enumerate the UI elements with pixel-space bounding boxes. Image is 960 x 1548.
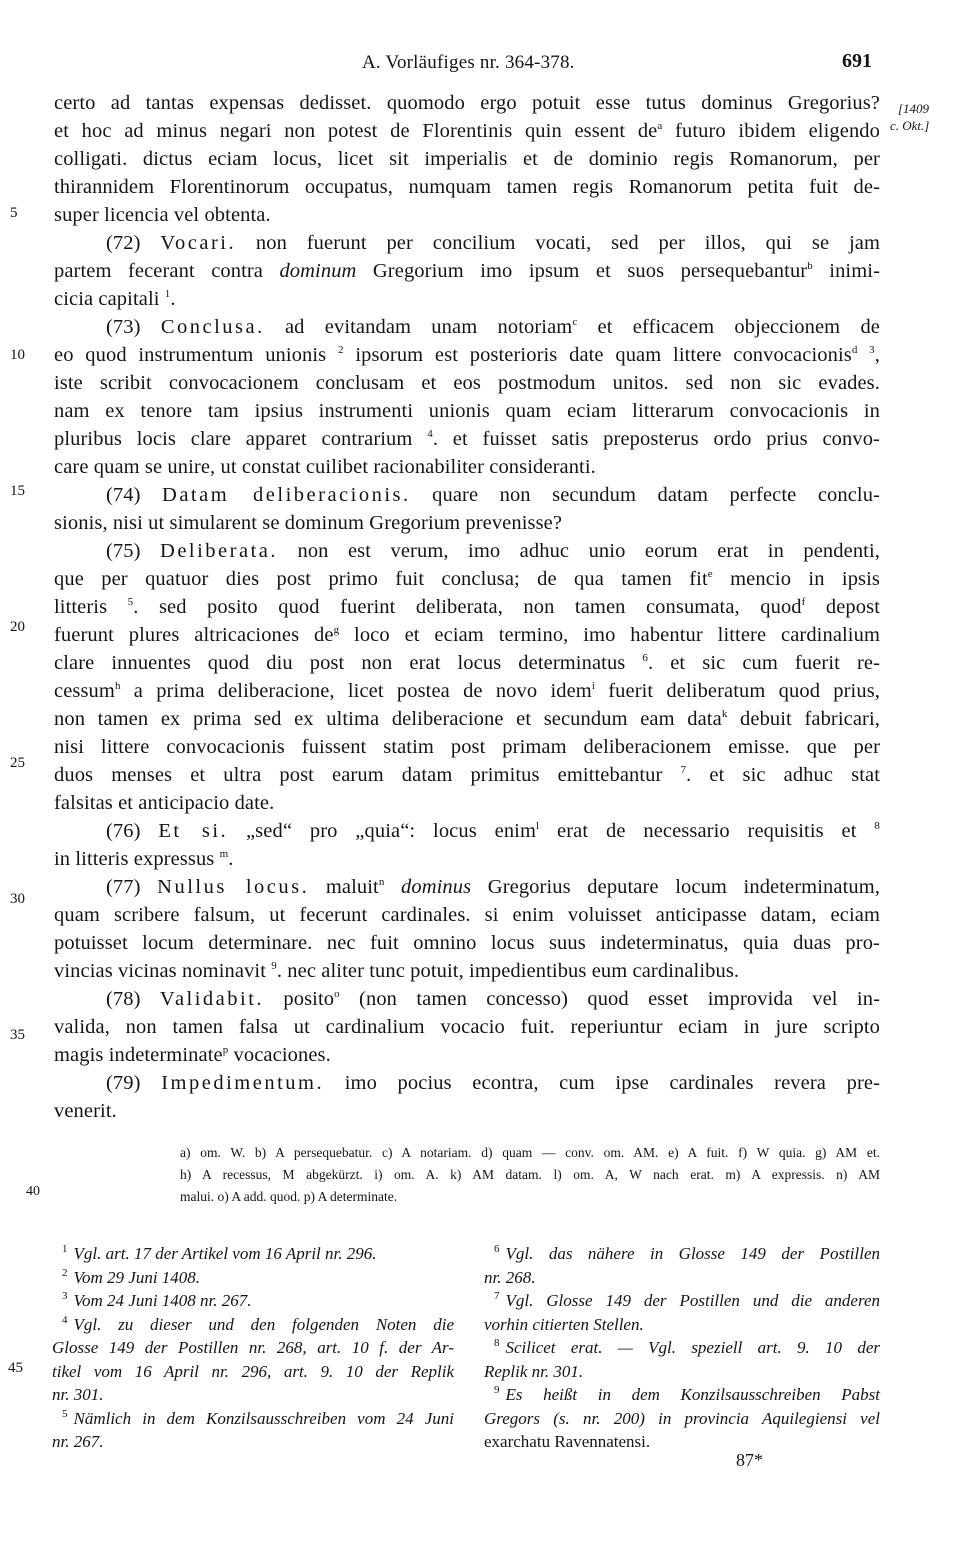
text-line: valida, non tamen falsa ut cardinalium vocacio fuit. reperiuntur eciam in jure scripto bbox=[54, 1016, 880, 1038]
text-line: sionis, nisi ut simularent se dominum Gregorium prevenisse? bbox=[54, 512, 563, 534]
footnote: $^2$ Vom 29 Juni 1408. bbox=[62, 1266, 201, 1287]
apparatus-line: malui. o) A add. quod. p) A determinate. bbox=[180, 1189, 398, 1204]
footnote-continuation: Gregors (s. nr. 200) in provincia Aquilegiensi vel bbox=[484, 1408, 880, 1428]
text-line: (74) Datam deliberacionis. quare non secundum datam perfecte conclu- bbox=[106, 484, 880, 506]
text-line: cessum$^h$ a prima deliberacione, licet postea de novo idem$^i$ fuerit deliberatum quod prius, bbox=[54, 680, 880, 702]
footnote: $^1$ Vgl. art. 17 der Artikel vom 16 April nr. 296. bbox=[62, 1243, 377, 1263]
text-line: litteris $^5$. sed posito quod fuerint deliberata, non tamen consumata, quod$^f$ depost bbox=[54, 596, 880, 618]
text-line: falsitas et anticipacio date. bbox=[54, 792, 275, 814]
lemma: Deliberata. bbox=[160, 540, 279, 562]
text-line: pluribus locis clare apparet contrarium $^4$. et fuisset satis preposterus ordo prius convo- bbox=[54, 428, 880, 450]
line-number: 10 bbox=[10, 347, 25, 363]
footnote-continuation: nr. 267. bbox=[52, 1432, 104, 1451]
footnotes-left-column bbox=[52, 1242, 454, 1454]
text-line: certo ad tantas expensas dedisset. quomodo ergo potuit esse tutus dominus Gregorius? bbox=[54, 92, 880, 114]
text-line: care quam se unire, ut constat cuilibet racionabiliter consideranti. bbox=[54, 456, 596, 478]
text-line: nisi littere convocacionis fuissent statim post primam deliberacionem emisse. que per bbox=[54, 736, 880, 758]
text-line: fuerunt plures altricaciones $de^g$ loco et eciam termino, imo habentur littere cardinalium bbox=[54, 624, 881, 646]
text-line: eo quod instrumentum unionis $^2$ ipsorum est posterioris date quam littere convocacionis$^d$ $^3$, bbox=[54, 344, 880, 366]
text-line: colligati. dictus eciam locus, licet sit imperialis et de dominio regis Romanorum, per bbox=[54, 148, 880, 170]
line-number: 30 bbox=[10, 891, 25, 907]
text-line: venerit. bbox=[54, 1100, 117, 1122]
text-line: et hoc ad minus negari non potest de Florentinis quin essent $de^a$ futuro ibidem eligendo bbox=[54, 120, 880, 142]
footnote-continuation: tikel vom 16 April nr. 296, art. 9. 10 der Replik bbox=[52, 1361, 454, 1381]
text-line: duos menses et ultra post earum datam primitus emittebantur $^7$. et sic adhuc stat bbox=[54, 764, 880, 786]
text-line: clare innuentes quod diu post non erat locus determinatus $^6$. et sic cum fuerit re- bbox=[54, 652, 880, 674]
text-line: magis indeterminate$^p$ vocaciones. bbox=[54, 1044, 331, 1066]
text-line: thirannidem Florentinorum occupatus, numquam tamen regis Romanorum petita fuit de- bbox=[54, 176, 880, 198]
text-line: partem fecerant contra dominum Gregorium imo ipsum et suos persequebantur$^b$ inimi- bbox=[54, 260, 880, 282]
footnote-continuation: Glosse 149 der Postillen nr. 268, art. 10 f. der Ar- bbox=[52, 1338, 454, 1357]
footnote-continuation: vorhin citierten Stellen. bbox=[484, 1314, 644, 1334]
footnote: $^5$ Nämlich in dem Konzilsausschreiben vom 24 Juni bbox=[62, 1407, 454, 1428]
text-line: (77) Nullus locus. maluit$^n$ dominus Gregorius deputare locum indeterminatum, bbox=[106, 876, 880, 898]
text-line: (73) Conclusa. ad evitandam unam notoriam$^c$ et efficacem objeccionem de bbox=[106, 316, 880, 338]
printer-signature: 87* bbox=[736, 1450, 763, 1470]
text-line: super licencia vel obtenta. bbox=[54, 204, 271, 226]
footnote-continuation: nr. 268. bbox=[484, 1267, 536, 1287]
text-line: (72) Vocari. non fuerunt per concilium vocati, sed per illos, qui se jam bbox=[106, 232, 880, 254]
footnote: $^3$ Vom 24 Juni 1408 nr. 267. bbox=[62, 1290, 252, 1310]
page-number: 691 bbox=[842, 50, 872, 72]
line-number: 20 bbox=[10, 619, 25, 635]
footnote: $^9$ Es heißt in dem Konzilsausschreiben Pabst bbox=[494, 1384, 880, 1404]
footnote-continuation: nr. 301. bbox=[52, 1385, 104, 1404]
footnote: $^8$ Scilicet erat. — Vgl. speziell art. 9. 10 der bbox=[494, 1337, 880, 1357]
text-line: quam scribere falsum, ut fecerunt cardinales. si enim voluisset anticipasse datam, eciam bbox=[54, 904, 880, 926]
lemma: Nullus locus. bbox=[157, 876, 310, 898]
critical-apparatus bbox=[180, 1142, 880, 1208]
line-number: 5 bbox=[10, 205, 18, 221]
lemma: Validabit. bbox=[159, 988, 265, 1010]
line-number: 40 bbox=[26, 1184, 40, 1199]
footnote-continuation: exarchatu Ravennatensi. bbox=[484, 1432, 651, 1451]
margin-date-line: [1409 bbox=[898, 101, 930, 116]
apparatus-line: a) om. W. b) A persequebatur. c) A notariam. d) quam — conv. om. AM. e) A fuit. f) W quia. g) AM et. bbox=[180, 1145, 880, 1160]
text-line: (76) Et si. „sed“ pro „quia“: locus enim$^l$ erat de necessario requisitis et $^8$ bbox=[106, 820, 881, 842]
apparatus-line: h) A recessus, M abgekürzt. i) om. A. k) AM datam. l) om. A, W nach erat. m) A expressis. n) AM bbox=[180, 1167, 880, 1182]
lemma: Impedimentum. bbox=[161, 1072, 325, 1094]
lemma: Conclusa. bbox=[160, 316, 265, 338]
text-line: que per quatuor dies post primo fuit conclusa; de qua tamen fit$^e$ mencio in ipsis bbox=[54, 568, 881, 590]
line-number: 45 bbox=[8, 1360, 23, 1376]
text-line: in litteris expressus $^m$. bbox=[54, 848, 234, 870]
text-line: (79) Impedimentum. imo pocius econtra, cum ipse cardinales revera pre- bbox=[106, 1072, 880, 1094]
text-line: non tamen ex prima sed ex ultima deliberacione et secundum eam data$^k$ debuit fabricari, bbox=[54, 708, 880, 730]
margin-date-line: c. Okt.] bbox=[890, 118, 930, 133]
line-number: 15 bbox=[10, 483, 25, 499]
footnote: $^7$ Vgl. Glosse 149 der Postillen und die anderen bbox=[494, 1290, 880, 1310]
text-line: (75) Deliberata. non est verum, imo adhuc unio eorum erat in pendenti, bbox=[106, 540, 880, 562]
footnote: $^6$ Vgl. das nähere in Glosse 149 der Postillen bbox=[494, 1243, 880, 1263]
text-line: nam ex tenore tam ipsius instrumenti unionis quam eciam litterarum convocacionis in bbox=[54, 400, 880, 422]
text-line: (78) Validabit. posito$^o$ (non tamen concesso) quod esset improvida vel in- bbox=[106, 988, 881, 1010]
lemma: Datam deliberacionis. bbox=[162, 484, 411, 506]
line-number: 25 bbox=[10, 755, 25, 771]
lemma: Et si. bbox=[158, 820, 229, 842]
text-line: vincias vicinas nominavit $^9$. nec aliter tunc potuit, impedientibus eum cardinalibus. bbox=[54, 960, 740, 982]
text-line: potuisset locum determinare. nec fuit omnino locus suus indeterminatus, quia duas pro- bbox=[54, 932, 880, 954]
lemma: Vocari. bbox=[160, 232, 237, 254]
running-header: A. Vorläufiges nr. 364-378. bbox=[362, 52, 575, 73]
footnote-continuation: Replik nr. 301. bbox=[484, 1361, 584, 1381]
footnote: $^4$ Vgl. zu dieser und den folgenden Noten die bbox=[62, 1313, 454, 1334]
footnotes-right-column bbox=[484, 1242, 880, 1454]
line-number: 35 bbox=[10, 1027, 25, 1043]
margin-date-note bbox=[890, 100, 958, 134]
text-line: cicia capitali $^1$. bbox=[54, 288, 176, 310]
text-line: iste scribit convocacionem conclusam et eos postmodum unitos. sed non sic evades. bbox=[54, 372, 880, 394]
